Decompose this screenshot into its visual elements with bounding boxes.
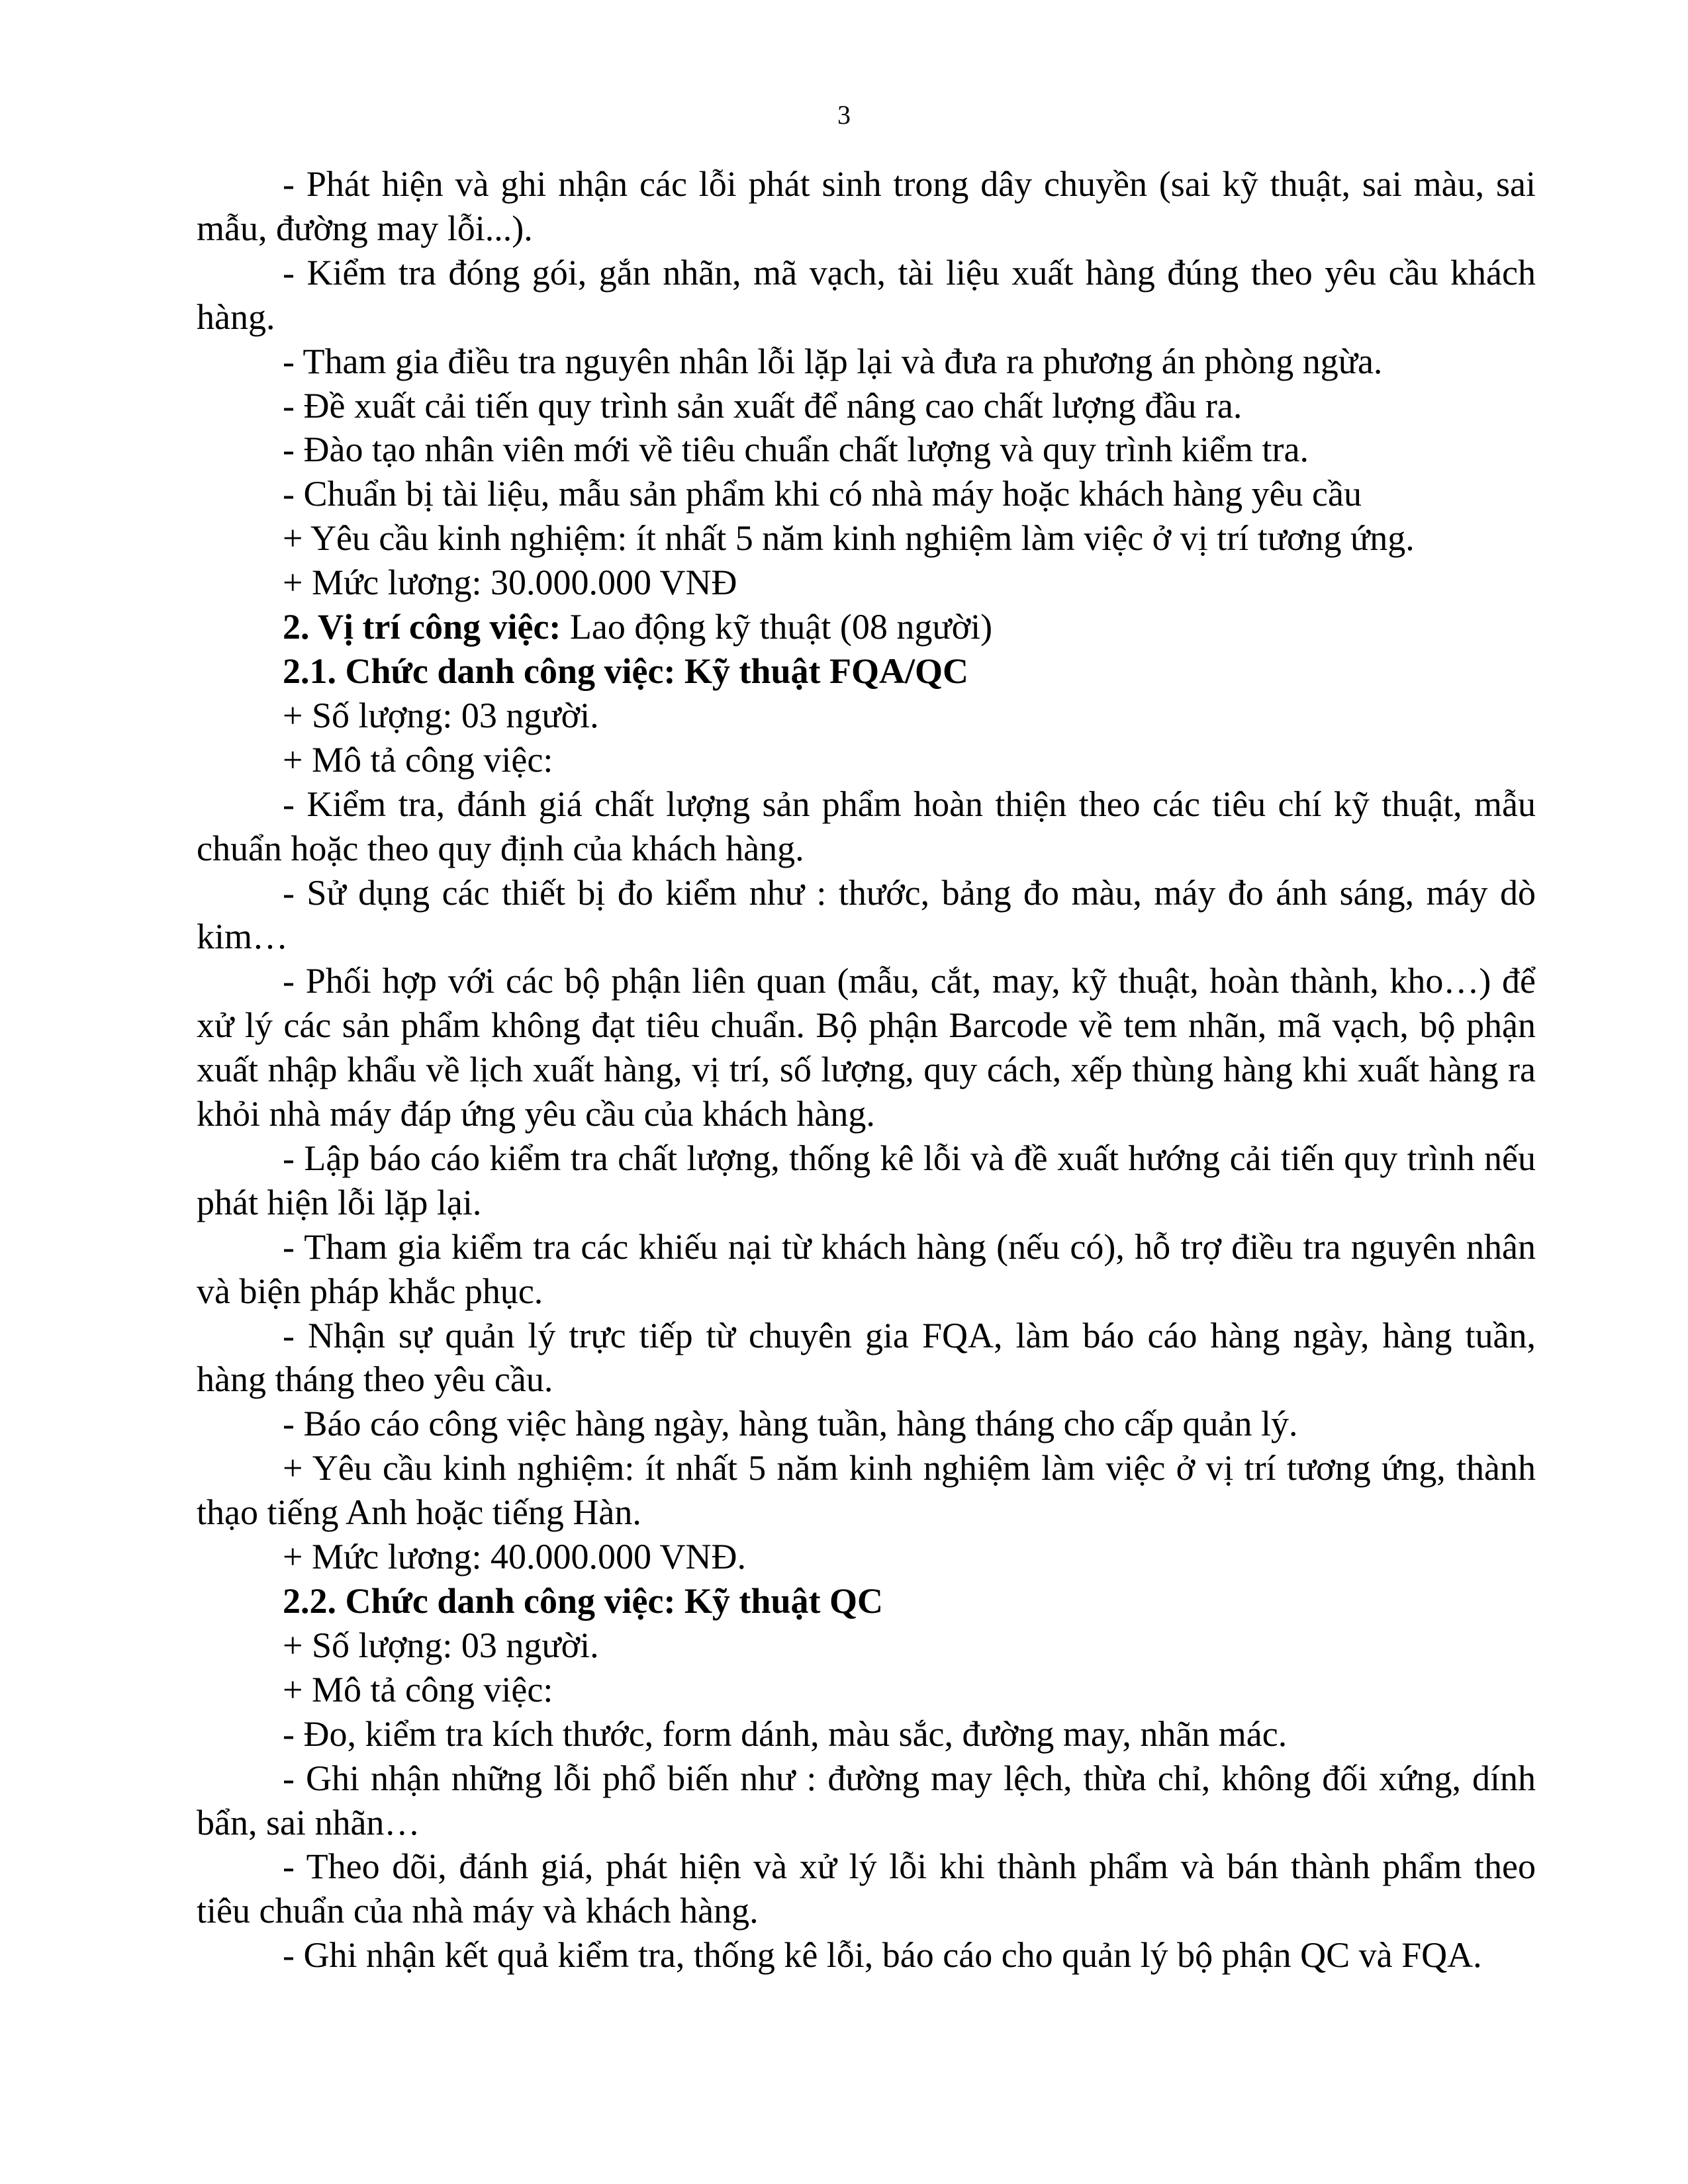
heading-job-title-2-2: 2.2. Chức danh công việc: Kỹ thuật QC <box>283 1581 883 1621</box>
paragraph-experience-requirement-2-1: + Yêu cầu kinh nghiệm: ít nhất 5 năm kinh nghiệm làm việc ở vị trí tương ứng, thành thạo tiếng Anh hoặc tiếng Hàn. <box>197 1448 1536 1533</box>
paragraph-qc-duty-investigate: - Tham gia điều tra nguyên nhân lỗi lặp lại và đưa ra phương án phòng ngừa. <box>283 341 1383 381</box>
paragraph-experience-requirement: + Yêu cầu kinh nghiệm: ít nhất 5 năm kinh nghiệm làm việc ở vị trí tương ứng. <box>283 518 1415 559</box>
document-body <box>197 162 1536 1978</box>
heading-job-position-2 <box>197 605 1536 649</box>
paragraph-qc2-duty-measure: - Đo, kiểm tra kích thước, form dánh, màu sắc, đường may, nhãn mác. <box>283 1713 1288 1754</box>
paragraph-job-description-2-2: + Mô tả công việc: <box>283 1669 553 1709</box>
heading-job-position-2-value: Lao động kỹ thuật (08 người) <box>561 607 993 647</box>
paragraph-salary: + Mức lương: 30.000.000 VNĐ <box>283 563 737 603</box>
paragraph-quantity-2-1: + Số lượng: 03 người. <box>283 695 599 735</box>
paragraph-fqa-duty-report: - Lập báo cáo kiểm tra chất lượng, thống kê lỗi và đề xuất hướng cải tiến quy trình nếu phát hiện lỗi lặp lại. <box>197 1138 1536 1222</box>
paragraph-qc2-duty-monitor: - Theo dõi, đánh giá, phát hiện và xử lý lỗi khi thành phẩm và bán thành phẩm theo tiêu chuẩn của nhà máy và khách hàng. <box>197 1846 1536 1931</box>
paragraph-qc-duty-defects: - Phát hiện và ghi nhận các lỗi phát sinh trong dây chuyền (sai kỹ thuật, sai màu, sai mẫu, đường may lỗi...). <box>197 164 1536 248</box>
paragraph-job-description-2-1: + Mô tả công việc: <box>283 739 553 780</box>
paragraph-fqa-duty-inspect: - Kiểm tra, đánh giá chất lượng sản phẩm hoàn thiện theo các tiêu chí kỹ thuật, mẫu chuẩn hoặc theo quy định của khách hàng. <box>197 784 1536 868</box>
paragraph-qc2-duty-common-defects: - Ghi nhận những lỗi phổ biến như : đường may lệch, thừa chỉ, không đối xứng, dính bẩn, sai nhãn… <box>197 1758 1536 1843</box>
paragraph-fqa-duty-equipment: - Sử dụng các thiết bị đo kiểm như : thước, bảng đo màu, máy đo ánh sáng, máy dò kim… <box>197 872 1536 957</box>
paragraph-qc-duty-improve: - Đề xuất cải tiến quy trình sản xuất để nâng cao chất lượng đầu ra. <box>283 385 1243 426</box>
paragraph-qc-duty-packing: - Kiểm tra đóng gói, gắn nhãn, mã vạch, tài liệu xuất hàng đúng theo yêu cầu khách hàng. <box>197 252 1536 337</box>
page-number: 3 <box>837 100 851 130</box>
paragraph-fqa-duty-reporting: - Báo cáo công việc hàng ngày, hàng tuần, hàng tháng cho cấp quản lý. <box>283 1404 1298 1444</box>
heading-job-title-2-1: 2.1. Chức danh công việc: Kỹ thuật FQA/QC <box>283 651 968 691</box>
paragraph-qc2-duty-record: - Ghi nhận kết quả kiểm tra, thống kê lỗi, báo cáo cho quản lý bộ phận QC và FQA. <box>283 1935 1482 1976</box>
paragraph-fqa-duty-management: - Nhận sự quản lý trực tiếp từ chuyên gia FQA, làm báo cáo hàng ngày, hàng tuần, hàng tháng theo yêu cầu. <box>197 1315 1536 1400</box>
paragraph-quantity-2-2: + Số lượng: 03 người. <box>283 1625 599 1665</box>
paragraph-fqa-duty-complaints: - Tham gia kiểm tra các khiếu nại từ khách hàng (nếu có), hỗ trợ điều tra nguyên nhân và biện pháp khắc phục. <box>197 1226 1536 1311</box>
paragraph-salary-2-1: + Mức lương: 40.000.000 VNĐ. <box>283 1537 747 1577</box>
paragraph-qc-duty-documents: - Chuẩn bị tài liệu, mẫu sản phẩm khi có nhà máy hoặc khách hàng yêu cầu <box>283 474 1362 514</box>
paragraph-fqa-duty-coordinate: - Phối hợp với các bộ phận liên quan (mẫu, cắt, may, kỹ thuật, hoàn thành, kho…) để xử lý các sản phẩm không đạt tiêu chuẩn. Bộ phận Barcode về tem nhãn, mã vạch, bộ phận xuất nhập khẩu về lịch xuất hàng, vị trí, số lượng, quy cách, xếp thùng hàng khi xuất hàng ra khỏi nhà máy đáp ứng yêu cầu của khách hàng. <box>197 961 1536 1134</box>
paragraph-qc-duty-training: - Đào tạo nhân viên mới về tiêu chuẩn chất lượng và quy trình kiểm tra. <box>283 430 1309 470</box>
heading-job-position-2-label: 2. Vị trí công việc: <box>283 607 561 647</box>
